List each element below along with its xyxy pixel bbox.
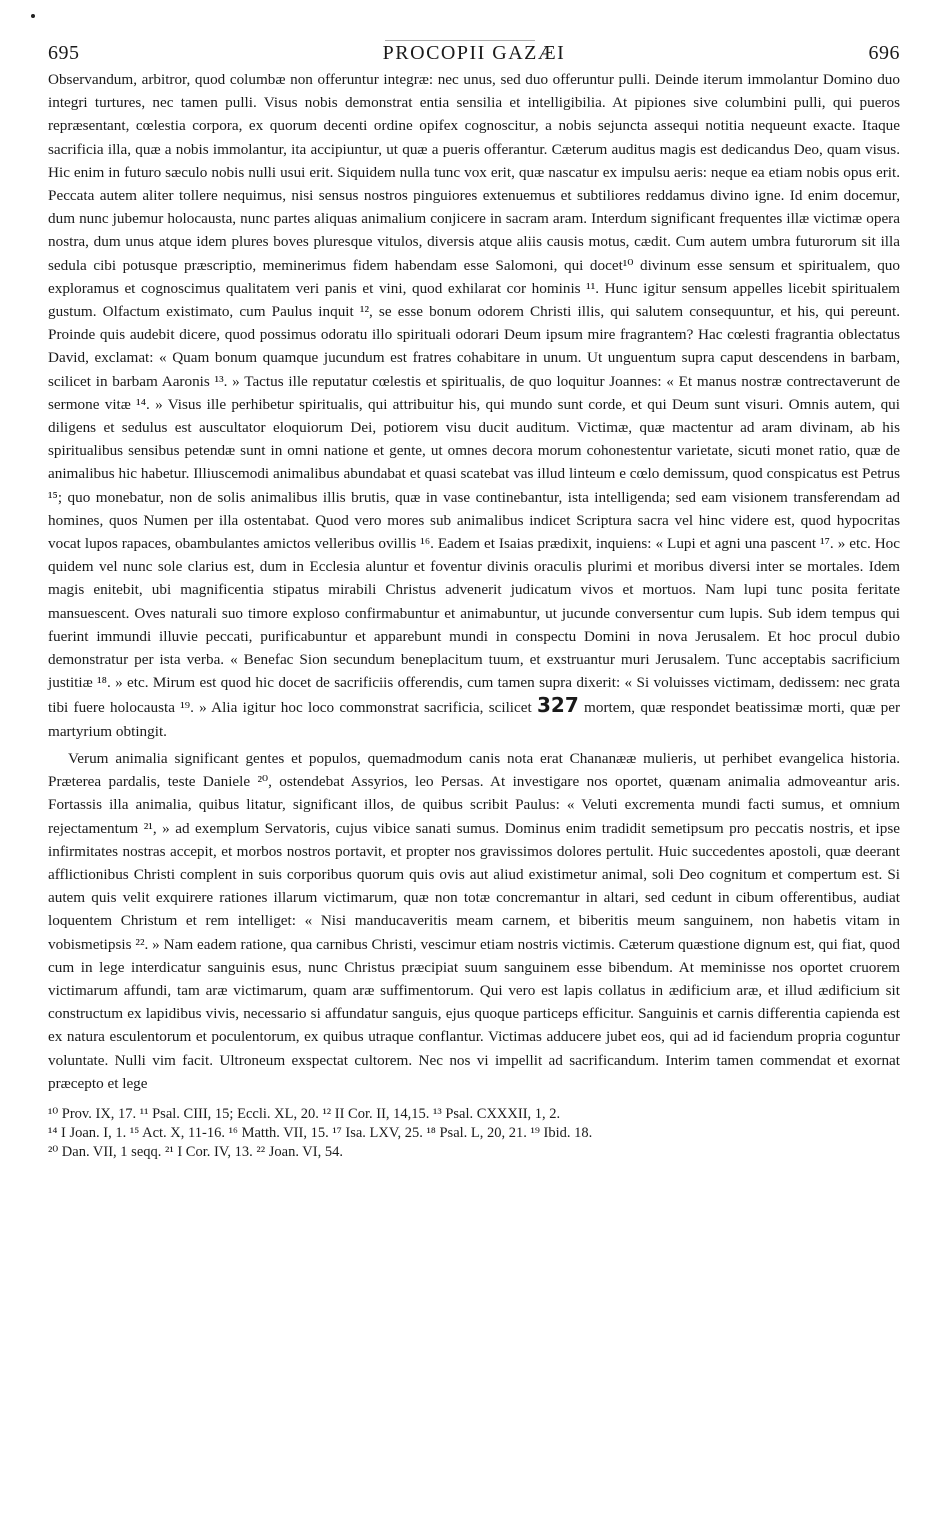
footnote-line: ¹⁰ Prov. IX, 17. ¹¹ Psal. CIII, 15; Eccli. XL, 20. ¹² II Cor. II, 14,15. ¹³ Psal. CXXXII, 1, 2. (48, 1105, 561, 1122)
paragraph-1 (48, 68, 900, 743)
footnote-line: ²⁰ Dan. VII, 1 seqq. ²¹ I Cor. IV, 13. ²² Joan. VI, 54. (48, 1143, 343, 1160)
paragraph-1-text: Observandum, arbitror, quod columbæ non offeruntur integræ: nec unus, sed duo offeruntur pulli. Deinde iterum immolantur Domino duo integri turtures, nec tamen pulli. Visus nobis demonstrat entia sensilia et intelligibilia. At pipiones sive columbini pulli, qui pueros repræsentant, cœlestia corpora, ex quorum decenti ordine opifex cognoscitur, a nobis sejuncta assequi notitia nequeunt exacte. Itaque sacrificia illa, quæ a nobis immolantur, ita accipiuntur, ut quæ a pueris offerantur. Cæterum auditus magis est dedicandus Deo, quam visus. Hic enim in futuro sæculo nobis nulli usui erit. Siquidem nulla tunc vox erit, quæ nascatur ex impulsu aeris: neque ea etiam nobis opus erit. Peccata autem aliter tollere nequimus, nisi sensus nostros pinguiores extenuemus et subtiliores reddamus divino igne. Id enim docemur, dum nunc jubemur holocausta, nunc partes aliquas animalium conjicere in sacram aram. Interdum significant frequentes illæ victimæ opera nostra, dum unus atque idem plures boves pluresque vitulos, diversis atque aliis causis motus, cædit. Cum autem umbra futurorum sit illa sedula cibi potusque præscriptio, meminerimus fidem habendam esse Salomoni, qui docet¹⁰ divinum esse sensum et spiritualem, quo exploramus et cognoscimus qualitatem veri panis et vini, quod exhilarat cor hominis ¹¹. Hunc igitur sensum appelles licebit spiritualem gustum. Olfactum existimato, cum Paulus inquit ¹², se esse bonum odorem Christi illis, qui salutem consequuntur, et his, qui pereunt. Proinde quis audebit dicere, quod possimus odoratu illo spirituali odorari Deum ipsum mire fragrantem? Hac cœlesti fragrantia oblectatus David, exclamat: « Quam bonum quamque jucundum est fratres cohabitare in unum. Ut unguentum supra caput descendens in barbam, scilicet in barbam Aaronis ¹³. » Tactus ille reputatur cœlestis et spiritualis, de quo loquitur Joannes: « Et manus nostræ contrectaverunt de sermone vitæ ¹⁴. » Visus ille perhibetur spiritualis, qui attribuitur his, qui mundo sunt corde, et qui Deum sunt visuri. Omnis autem, qui diligens et sedulus est auscultator eloquiorum Dei, potiorem visu ducit auditum. Victimæ, quæ mactentur ad aram divinam, ab his spiritualibus sensibus petendæ sunt in omni natione et gente, ut omnes decora morum cohonestentur varietate, sicuti monet ratio, quæ de animalibus hic habetur. Illiuscemodi animalibus abundabat et quasi scatebat vas illud linteum e cœlo demissum, quod conspicatus est Petrus ¹⁵; quo monebatur, non de solis animalibus illis brutis, quæ in vase continebantur, ista intelligenda; sed eam visionem transferendam ad homines, quos Numen per illa ostentabat. Quod vero mores sub animalibus indicet Scriptura sacra vel hinc videre est, quod hypocritas vocat lupos rapaces, obambulantes amictos velleribus ovillis ¹⁶. Eadem et Isaias prædixit, inquiens: « Lupi et agni una pascent ¹⁷. » etc. Hoc quidem vel nunc sole clarius est, dum in Ecclesia aluntur et foventur divinis oraculis plurimi et moribus diversi inter se mortales. Idem magis enitebit, ubi magnificentia stipatus mirabili Christus advenerit judicatum vivos et mortuos. Nam lupi tunc posita feritate mansuescent. Oves naturali suo timore exploso confirmabuntur et animabuntur, ut jucunde conversentur cum lupis. Sub idem tempus qui fuerint immundi illuvie peccati, purificabuntur et apparebunt mundi in conspectu Domini in nova Jerusalem. Et hoc procul dubio demonstratur per ista verba. « Benefac Sion secundum beneplacitum tuum, et exstruantur muri Jerusalem. Tunc acceptabis sacrificium justitiæ ¹⁸. » etc. Mirum est quod hic docet de sacrificiis offerendis, cum tamen supra dixerit: « Si voluisses victimam, dedissem: nec grata tibi fuere holocausta ¹⁹. » Alia igitur hoc loco commonstrat sacrificia, scilicet (48, 71, 900, 717)
document-page (48, 38, 900, 1162)
print-speck (31, 14, 35, 18)
paragraph-2: Verum animalia significant gentes et populos, quemadmodum canis nota erat Chananææ mulieris, ut perhibet evangelica historia. Præterea pardalis, teste Daniele ²⁰, ostendebat Assyrios, leo Persas. At investigare nos oportet, quænam animalia admoveantur aris. Fortassis illa animalia, quibus litatur, significant illos, de quibus scribit Paulus: « Veluti excrementa mundi facti sumus, et omnium rejectamentum ²¹, » ad exemplum Servatoris, cujus vibice sanati sumus. Dominus enim tradidit semetipsum pro peccatis nostris, et ipse infirmitates nostras accepit, et morbos nostros portavit, et propter nos gravissimos dolores pertulit. Huic succedentes apostoli, quæ deerant afflictionibus Christi complent in suis corporibus quorum quis ovis aut aliud existimetur animal, soli Deo cognitum et compertum est. Si autem quis velit exquirere rationes illarum victimarum, quæ non totæ concremantur in altari, sed cedunt in cibum offerentibus, audiat loquentem Christum et rem intelliget: « Nisi manducaveritis meam carnem, et biberitis meum sanguinem, non habetis vitam in vobismetipsis ²². » Nam eadem ratione, qua carnibus Christi, vescimur etiam nostris victimis. Cæterum quæstione dignum est, qui fiat, quod cum in lege interdicatur sanguinis esus, nunc Christus præcipiat suum sanguinem esse bibendum. At meminisse nos oportet cruorem victimarum affundi, tam aræ victimarum, quam aræ suffimentorum. Qui vero est lapis collatus in ædificium aræ, et illud ædificium sit constructum ex lapidibus vivis, necessario si affundatur sanguis, ejus quoque particeps efficitur. Sanguinis et carnis differentia capienda est ex natura esculentorum et poculentorum, ex quibus utraque conflantur. Victimas adducere jubet eos, qui ad id faciendum propria coguntur voluntate. Nulli vim facit. Ultroneum exspectat cultorem. Nec nos vi impellit ad sacrificandum. Interim tamen commendat et exornat præcepto et lege (48, 749, 900, 1092)
page-number-left: 695 (48, 42, 80, 64)
page-number-right: 696 (868, 42, 900, 64)
column-marker: 327 (537, 693, 579, 718)
running-title: PROCOPII GAZÆI (382, 42, 566, 64)
footnote-line: ¹⁴ I Joan. I, 1. ¹⁵ Act. X, 11-16. ¹⁶ Matth. VII, 15. ¹⁷ Isa. LXV, 25. ¹⁸ Psal. L, 20, 21. ¹⁹ Ibid. 18. (48, 1124, 593, 1141)
paragraph-1-end: mortem, quæ respondet beatissimæ morti, quæ per martyrium obtingit. (48, 699, 900, 740)
running-header (48, 38, 900, 66)
footnotes (48, 1105, 900, 1162)
